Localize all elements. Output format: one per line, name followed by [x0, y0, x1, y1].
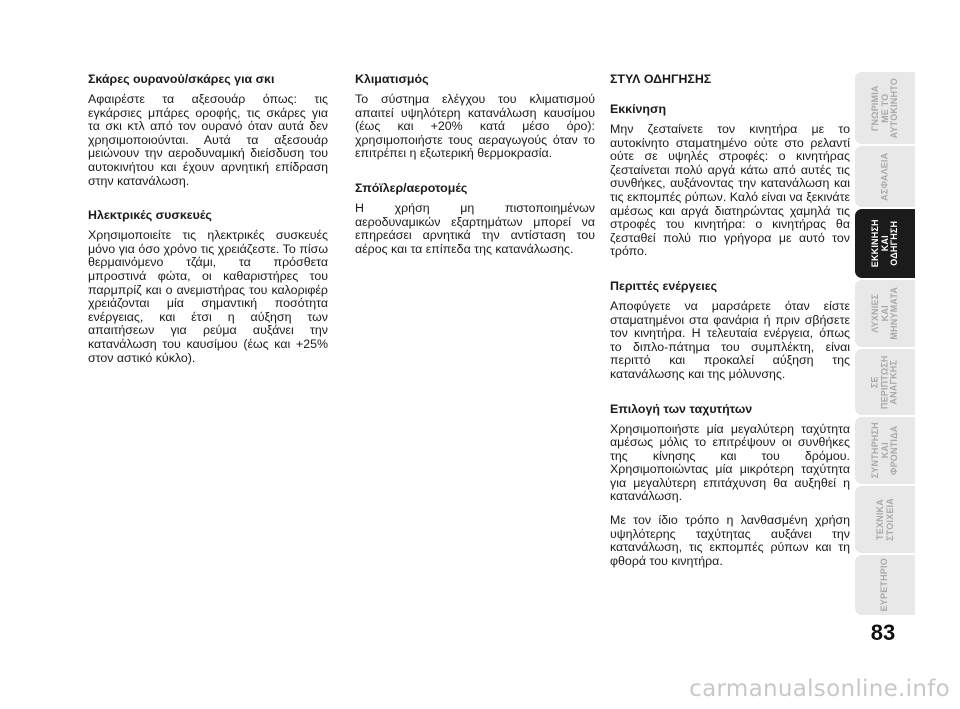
tab-index[interactable] — [855, 555, 915, 615]
section-text-roof-racks: Αφαιρέστε τα αξεσουάρ όπως: τις εγκάρσιες μπάρες οροφής, τις σκάρες για τα σκι κτλ από τον ουρανό όταν αυτά δεν χρησιμοποιούνται. Αυτά τα αξεσουάρ μειώνουν την αεροδυναμική διείσδυση του αυτοκινήτου και έχουν αρνητική επίδραση στην κατανάλωση. — [88, 92, 328, 188]
tab-starting-and-driving[interactable] — [855, 209, 915, 278]
page-number: 83 — [870, 620, 896, 645]
tab-emergency[interactable] — [855, 349, 915, 415]
section-heading-gear-selection: Επιλογή των ταχυτήτων — [610, 401, 753, 416]
tab-label: ΓΝΩΡΙΜΙΑ ΜΕ ΤΟ ΑΥΤΟΚΙΝΗΤΟ — [869, 77, 899, 139]
text-column-2 — [355, 72, 595, 268]
tab-label: ΣΕ ΠΕΡΙΠΤΩΣΗ ΑΝΑΓΚΗΣ — [869, 355, 899, 409]
section-text-air-conditioning: Το σύστημα ελέγχου του κλιματισμού απαιτεί υψηλότερη κατανάλωση καυσίμου (έως και +20% κατά μέσο όρο): χρησιμοποιήστε τους αεραγωγούς όταν το επιτρέπει η εξωτερική θερμοκρασία. — [355, 92, 595, 161]
section-text-electrical-devices: Χρησιμοποιείτε τις ηλεκτρικές συσκευές μόνο για όσο χρόνο τις χρειάζεστε. Το πίσω θερμαινόμενο τζάμι, τα πρόσθετα μπροστινά φώτα, οι καθαριστήρες του παρμπρίζ και ο ανεμιστήρας του καλοριφέρ χρειάζονται μία σημαντική ποσότητα ενέργειας, και έτσι η αύξηση των απαιτήσεων για ρεύμα αυξάνει την κατανάλωση του καυσίμου (έως και +25% στον αστικό κύκλο). — [88, 228, 328, 365]
text-column-1 — [88, 72, 328, 377]
tab-safety[interactable] — [855, 146, 915, 207]
section-text-gear-selection-2: Με τον ίδιο τρόπο η λανθασμένη χρήση υψηλότερης ταχύτητας αυξάνει την κατανάλωση, τις εκπομπές ρύπων και τη φθορά του κινητήρα. — [610, 513, 850, 568]
tab-warning-lights[interactable] — [855, 280, 915, 347]
section-text-spoilers: Η χρήση μη πιστοποιημένων αεροδυναμικών εξαρτημάτων μπορεί να επηρεάσει αρνητικά την αντίσταση του αέρος και τα επίπεδα της κατανάλωσης. — [355, 200, 595, 256]
section-text-gear-selection-1: Χρησιμοποιήστε μία μεγαλύτερη ταχύτητα αμέσως μόλις το επιτρέψουν οι συνθήκες της κίνησης και του δρόμου. Χρησιμοποιώντας μία μικρότερη ταχύτητα για μεγαλύτερη επιτάχυνση θα αυξηθεί η κατανάλωση. — [610, 421, 850, 504]
tab-maintenance[interactable] — [855, 417, 915, 484]
section-heading-electrical-devices: Ηλεκτρικές συσκευές — [88, 208, 212, 223]
tab-label: ΣΥΝΤΗΡΗΣΗ ΚΑΙ ΦΡΟΝΤΙΔΑ — [869, 422, 899, 479]
tab-label: ΑΣΦΑΛΕΙΑ — [879, 152, 890, 201]
text-column-3 — [610, 72, 850, 580]
section-heading-air-conditioning: Κλιματισμός — [355, 72, 429, 86]
chapter-title: ΣΤΥΛ ΟΔΗΓΗΣΗΣ — [610, 72, 712, 86]
watermark: carmanualsonline.info — [689, 676, 950, 702]
tab-label: ΕΥΡΕΤΗΡΙΟ — [879, 558, 890, 612]
tab-getting-to-know[interactable] — [855, 72, 915, 144]
tab-technical-data[interactable] — [855, 486, 915, 553]
section-text-unnecessary-actions: Αποφύγετε να μαρσάρετε όταν είστε σταματημένοι στα φανάρια ή πριν σβήσετε τον κινητήρα. Η τελευταία ενέργεια, όπως το διπλο-πάτημα του συμπλέκτη, είναι περιττό και προκαλεί αύξηση της κατανάλωσης και της μόλυνσης. — [610, 298, 850, 381]
tab-label: ΤΕΧΝΙΚΑ ΣΤΟΙΧΕΙΑ — [874, 498, 894, 541]
section-text-starting: Μην ζεσταίνετε τον κινητήρα με το αυτοκίνητο σταματημένο ούτε στο ρελαντί ούτε σε υψηλές στροφές: ο κινητήρας ζεσταίνεται πολύ αργά κάτω από αυτές τις συνθήκες, αυξάνοντας την κατανάλωση και τις εκπομπές ρύπων. Καλό είναι να ξεκινάτε αμέσως και αργά διατηρώντας χαμηλά τις στροφές του κινητήρα: ο κινητήρας θα ζεσταθεί πολύ πιο γρήγορα με αυτό τον τρόπο. — [610, 122, 850, 259]
tab-label: ΕΚΚΙΝΗΣΗ ΚΑΙ ΟΔΗΓΗΣΗ — [869, 219, 899, 268]
section-heading-unnecessary-actions: Περιττές ενέργειες — [610, 278, 718, 293]
section-heading-spoilers: Σπόϊλερ/αεροτομές — [355, 180, 468, 195]
tab-label: ΛΥΧΝΙΕΣ ΚΑΙ ΜΗΝΥΜΑΤΑ — [869, 287, 899, 340]
section-heading-starting: Εκκίνηση — [610, 102, 667, 116]
section-heading-roof-racks: Σκάρες ουρανού/σκάρες για σκι — [88, 72, 275, 86]
